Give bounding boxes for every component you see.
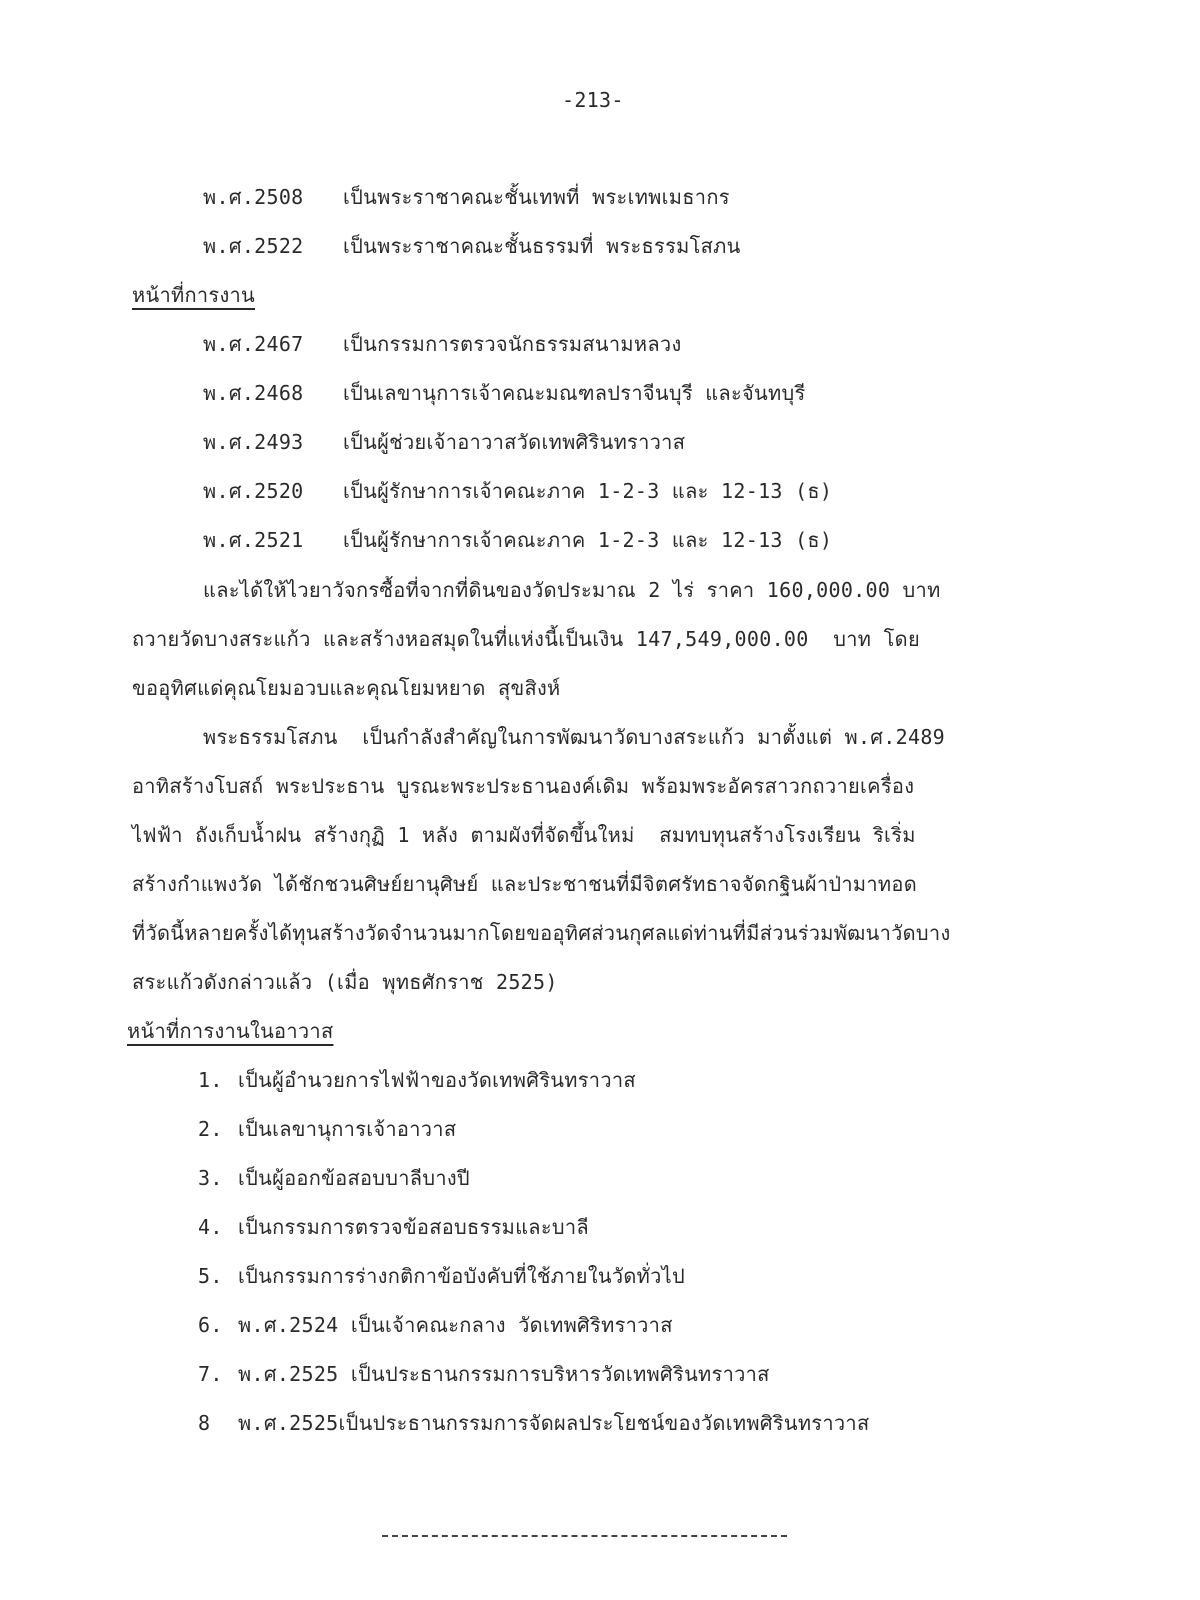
entry-year: พ.ศ.2468 — [203, 381, 304, 405]
paragraph-line: สร้างกำแพงวัด ได้ชักชวนศิษย์ยานุศิษย์ และประชาชนที่มีจิตศรัทธาจจัดกฐินผ้าป่ามาทอด — [132, 872, 918, 896]
entry-text: เป็นพระราชาคณะชั้นเทพที่ พระเทพเมธากร — [343, 185, 730, 209]
paragraph-line: ไฟฟ้า ถังเก็บน้ำฝน สร้างกุฏิ 1 หลัง ตามผังที่จัดขึ้นใหม่ สมทบทุนสร้างโรงเรียน ริเริ่ม — [132, 823, 916, 847]
item-number: 6. — [198, 1313, 223, 1337]
item-text: พ.ศ.2525เป็นประธานกรรมการจัดผลประโยชน์ของวัดเทพศิรินทราวาส — [238, 1411, 870, 1435]
title-entry — [203, 187, 730, 207]
entry-text: เป็นผู้ช่วยเจ้าอาวาสวัดเทพศิรินทราวาส — [343, 430, 686, 454]
entry-year: พ.ศ.2493 — [203, 430, 304, 454]
paragraph-line: ขออุทิศแด่คุณโยมอวบและคุณโยมหยาด สุขสิงห์ — [132, 676, 561, 700]
numbered-item — [198, 1413, 869, 1433]
paragraph-line: และได้ให้ไวยาวัจกรซื้อที่จากที่ดินของวัดประมาณ 2 ไร่ ราคา 160,000.00 บาท — [203, 578, 941, 602]
paragraph-line: ที่วัดนี้หลายครั้งได้ทุนสร้างวัดจำนวนมากโดยขออุทิศส่วนกุศลแด่ท่านที่มีส่วนร่วมพัฒนาวัดบาง — [132, 921, 951, 945]
item-number: 8 — [198, 1411, 211, 1435]
entry-text: เป็นผู้รักษาการเจ้าคณะภาค 1-2-3 และ 12-13 (ธ) — [343, 479, 833, 503]
paragraph-line: สระแก้วดังกล่าวแล้ว (เมื่อ พุทธศักราช 2525) — [132, 970, 558, 994]
entry-text: เป็นผู้รักษาการเจ้าคณะภาค 1-2-3 และ 12-13 (ธ) — [343, 528, 833, 552]
entry-year: พ.ศ.2522 — [203, 234, 304, 258]
entry-year: พ.ศ.2521 — [203, 528, 304, 552]
item-text: พ.ศ.2525 เป็นประธานกรรมการบริหารวัดเทพศิรินทราวาส — [238, 1362, 770, 1386]
item-number: 2. — [198, 1117, 223, 1141]
duties-heading: หน้าที่การงาน — [132, 283, 256, 307]
numbered-item — [198, 1364, 770, 1384]
numbered-item — [198, 1119, 456, 1139]
item-text: เป็นผู้อำนวยการไฟฟ้าของวัดเทพศิรินทราวาส — [238, 1068, 636, 1092]
numbered-item — [198, 1168, 470, 1188]
duty-entry — [203, 432, 685, 452]
entry-year: พ.ศ.2508 — [203, 185, 304, 209]
entry-year: พ.ศ.2520 — [203, 479, 304, 503]
entry-text: เป็นกรรมการตรวจนักธรรมสนามหลวง — [343, 332, 682, 356]
item-number: 5. — [198, 1264, 223, 1288]
end-rule — [382, 1535, 787, 1537]
item-number: 7. — [198, 1362, 223, 1386]
numbered-item — [198, 1217, 589, 1237]
item-text: เป็นเลขานุการเจ้าอาวาส — [238, 1117, 457, 1141]
residence-duties-heading: หน้าที่การงานในอาวาส — [127, 1019, 334, 1043]
numbered-item — [198, 1315, 673, 1335]
item-text: พ.ศ.2524 เป็นเจ้าคณะกลาง วัดเทพศิริทราวาส — [238, 1313, 673, 1337]
paragraph-line: อาทิสร้างโบสถ์ พระประธาน บูรณะพระประธานองค์เดิม พร้อมพระอัครสาวกถวายเครื่อง — [132, 774, 915, 798]
duty-entry — [203, 530, 832, 550]
item-text: เป็นกรรมการตรวจข้อสอบธรรมและบาลี — [238, 1215, 589, 1239]
entry-text: เป็นเลขานุการเจ้าคณะมณฑลปราจีนบุรี และจันทบุรี — [343, 381, 806, 405]
paragraph-line: ถวายวัดบางสระแก้ว และสร้างหอสมุดในที่แห่งนี้เป็นเงิน 147,549,000.00 บาท โดย — [132, 627, 920, 651]
item-number: 3. — [198, 1166, 223, 1190]
entry-text: เป็นพระราชาคณะชั้นธรรมที่ พระธรรมโสภน — [343, 234, 741, 258]
item-text: เป็นกรรมการร่างกติกาข้อบังคับที่ใช้ภายในวัดทั่วไป — [238, 1264, 686, 1288]
page-number: -213- — [562, 88, 624, 112]
duty-entry — [203, 334, 682, 354]
numbered-item — [198, 1266, 685, 1286]
entry-year: พ.ศ.2467 — [203, 332, 304, 356]
item-number: 1. — [198, 1068, 223, 1092]
numbered-item — [198, 1070, 636, 1090]
item-text: เป็นผู้ออกข้อสอบบาลีบางปี — [238, 1166, 470, 1190]
item-number: 4. — [198, 1215, 223, 1239]
duty-entry — [203, 383, 806, 403]
paragraph-line: พระธรรมโสภน เป็นกำลังสำคัญในการพัฒนาวัดบางสระแก้ว มาตั้งแต่ พ.ศ.2489 — [203, 725, 946, 749]
duty-entry — [203, 481, 832, 501]
title-entry — [203, 236, 741, 256]
